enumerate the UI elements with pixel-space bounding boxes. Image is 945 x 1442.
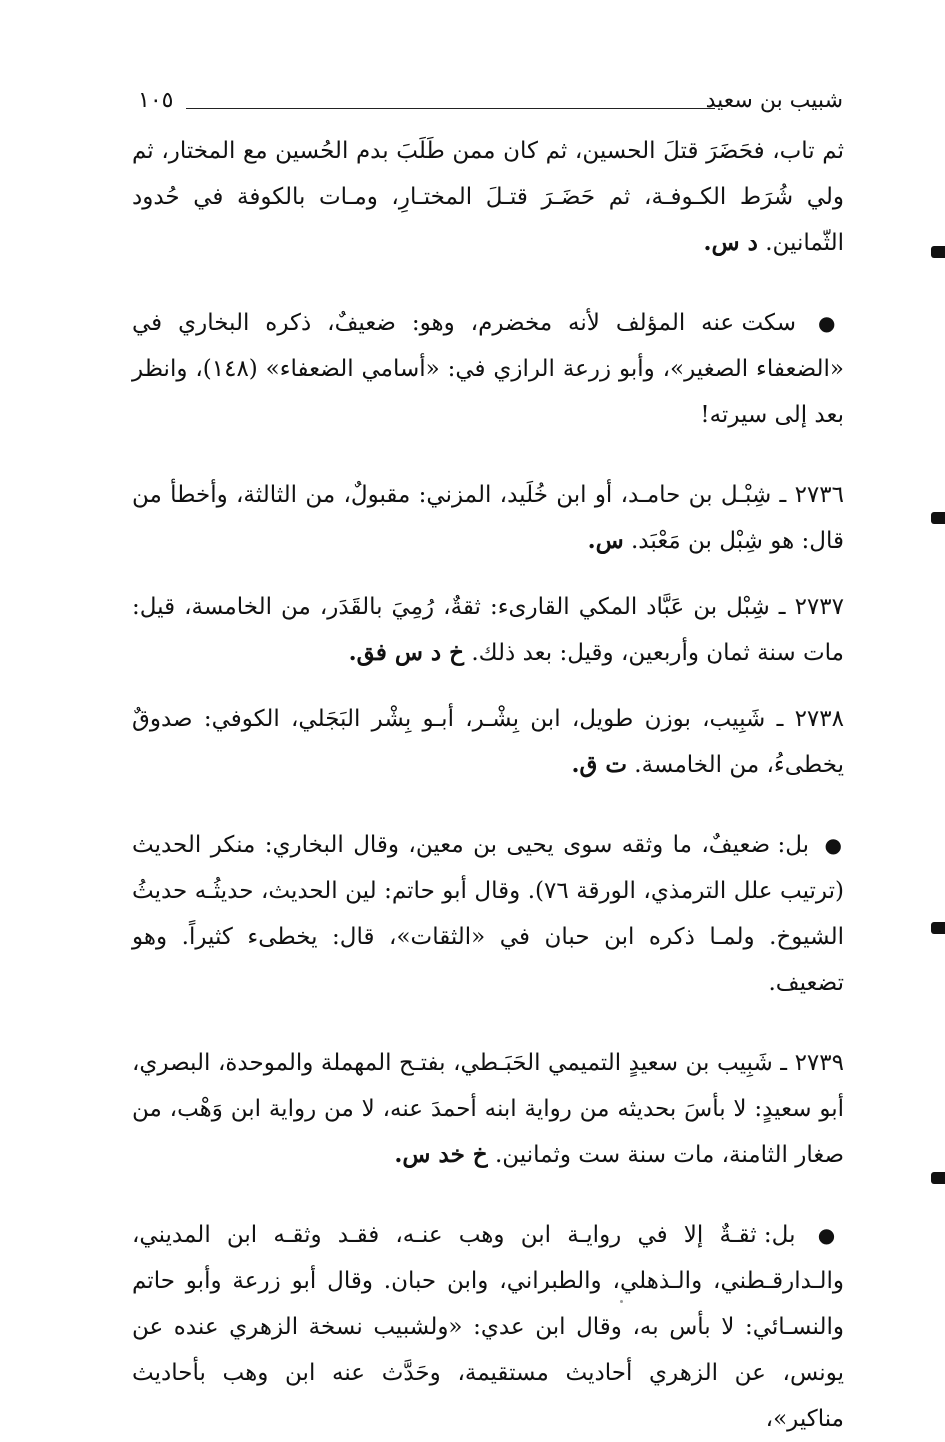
paragraph-text: ٢٧٣٨ ـ شَبِيب، بوزن طويل، ابن بِشْـر، أبـو بِشْر البَجَلي، الكوفي: صدوقٌ يخطىءُ، من الخامسة. [132, 706, 844, 778]
comment-paragraph [132, 1212, 844, 1442]
paragraph-text: ثم تاب، فحَضَرَ قتلَ الحسين، ثم كان ممن طَلَبَ بدم الحُسين مع المختار، ثم ولي شُرَط الكـوفـة، ثم حَضَـرَ قتـلَ المختـارِ، ومـات بالكوفة في حُدود الثّمانين. [132, 138, 844, 256]
entry-2739 [132, 1040, 844, 1178]
margin-mark [931, 246, 945, 258]
main-text [132, 128, 844, 1442]
bullet-icon: ● [824, 833, 844, 857]
entry-2736 [132, 472, 844, 564]
paragraph-text: بل: ضعيفٌ، ما وثقه سوى يحيى بن معين، وقال البخاري: منكر الحديث (ترتيب علل الترمذي، الورقة ٧٦). وقال أبو حاتم: لين الحديث، حديثُـه حديثُ الشيوخ. ولمـا ذكره ابن حبان في «الثقات»، قال: يخطىء كثيراً. وهو تضعيف. [132, 832, 844, 996]
paragraph-text: ٢٧٣٧ ـ شِبْل بن عَبَّاد المكي القارىء: ثقةٌ، رُمِيَ بالقَدَر، من الخامسة، قيل: مات سنة ثمان وأربعين، وقيل: بعد ذلك. [132, 594, 844, 666]
paper-speck [620, 1300, 623, 1303]
comment-paragraph [132, 822, 844, 1006]
margin-mark [931, 922, 945, 934]
rumuz-symbols: خ خد س. [394, 1141, 488, 1168]
bullet-icon: ● [817, 1223, 845, 1247]
bullet-icon: ● [817, 311, 845, 335]
running-title: شبيب بن سعيد [705, 88, 843, 113]
paragraph-text: ٢٧٣٦ ـ شِبْـل بن حامـد، أو ابن خُلَيد، المزني: مقبولٌ، من الثالثة، وأخطأ من قال: هو شِبْل بن مَعْبَد. [132, 482, 844, 554]
paragraph-text: ٢٧٣٩ ـ شَبِيب بن سعيدٍ التميمي الحَبَـطي، بفتـح المهملة والموحدة، البصري، أبو سعيدٍ: لا بأسَ بحديثه من رواية ابنه أحمدَ عنه، لا من رواية ابن وَهْب، من صغار الثامنة، مات سنة ست وثمانين. [132, 1050, 844, 1168]
margin-mark [931, 1172, 945, 1184]
rumuz-symbols: د س. [703, 229, 758, 256]
page-number: ١٠٥ [138, 88, 174, 113]
rumuz-symbols: خ د س فق. [348, 639, 464, 666]
paragraph-text: بل: ثقـةٌ إلا في روايـة ابن وهب عنـه، فقـد وثقـه ابن المديني، والـدارقـطني، والـذهلي، والطبراني، وابن حبان. وقال أبو زرعة وأبو حاتم والنسـائي: لا بأس به، وقال ابن عدي: «ولشبيب نسخة الزهري عنده عن يونس، عن الزهري أحاديث مستقيمة، وحَدَّث عنه ابن وهب بأحاديث مناكير»، [132, 1222, 844, 1432]
rumuz-symbols: ت ق. [571, 751, 627, 778]
rumuz-symbols: س. [587, 527, 624, 554]
margin-mark [931, 512, 945, 524]
page-header [138, 88, 843, 118]
paragraph-text: سكت عنه المؤلف لأنه مخضرم، وهو: ضعيفٌ، ذكره البخاري في «الضعفاء الصغير»، وأبو زرعة الرازي في: «أسامي الضعفاء» (١٤٨)، وانظر بعد إلى سيرته! [132, 310, 845, 428]
paragraph-continuation [132, 128, 844, 266]
entry-2737 [132, 584, 844, 676]
header-rule [186, 108, 715, 109]
comment-paragraph [132, 300, 844, 438]
entry-2738 [132, 696, 844, 788]
